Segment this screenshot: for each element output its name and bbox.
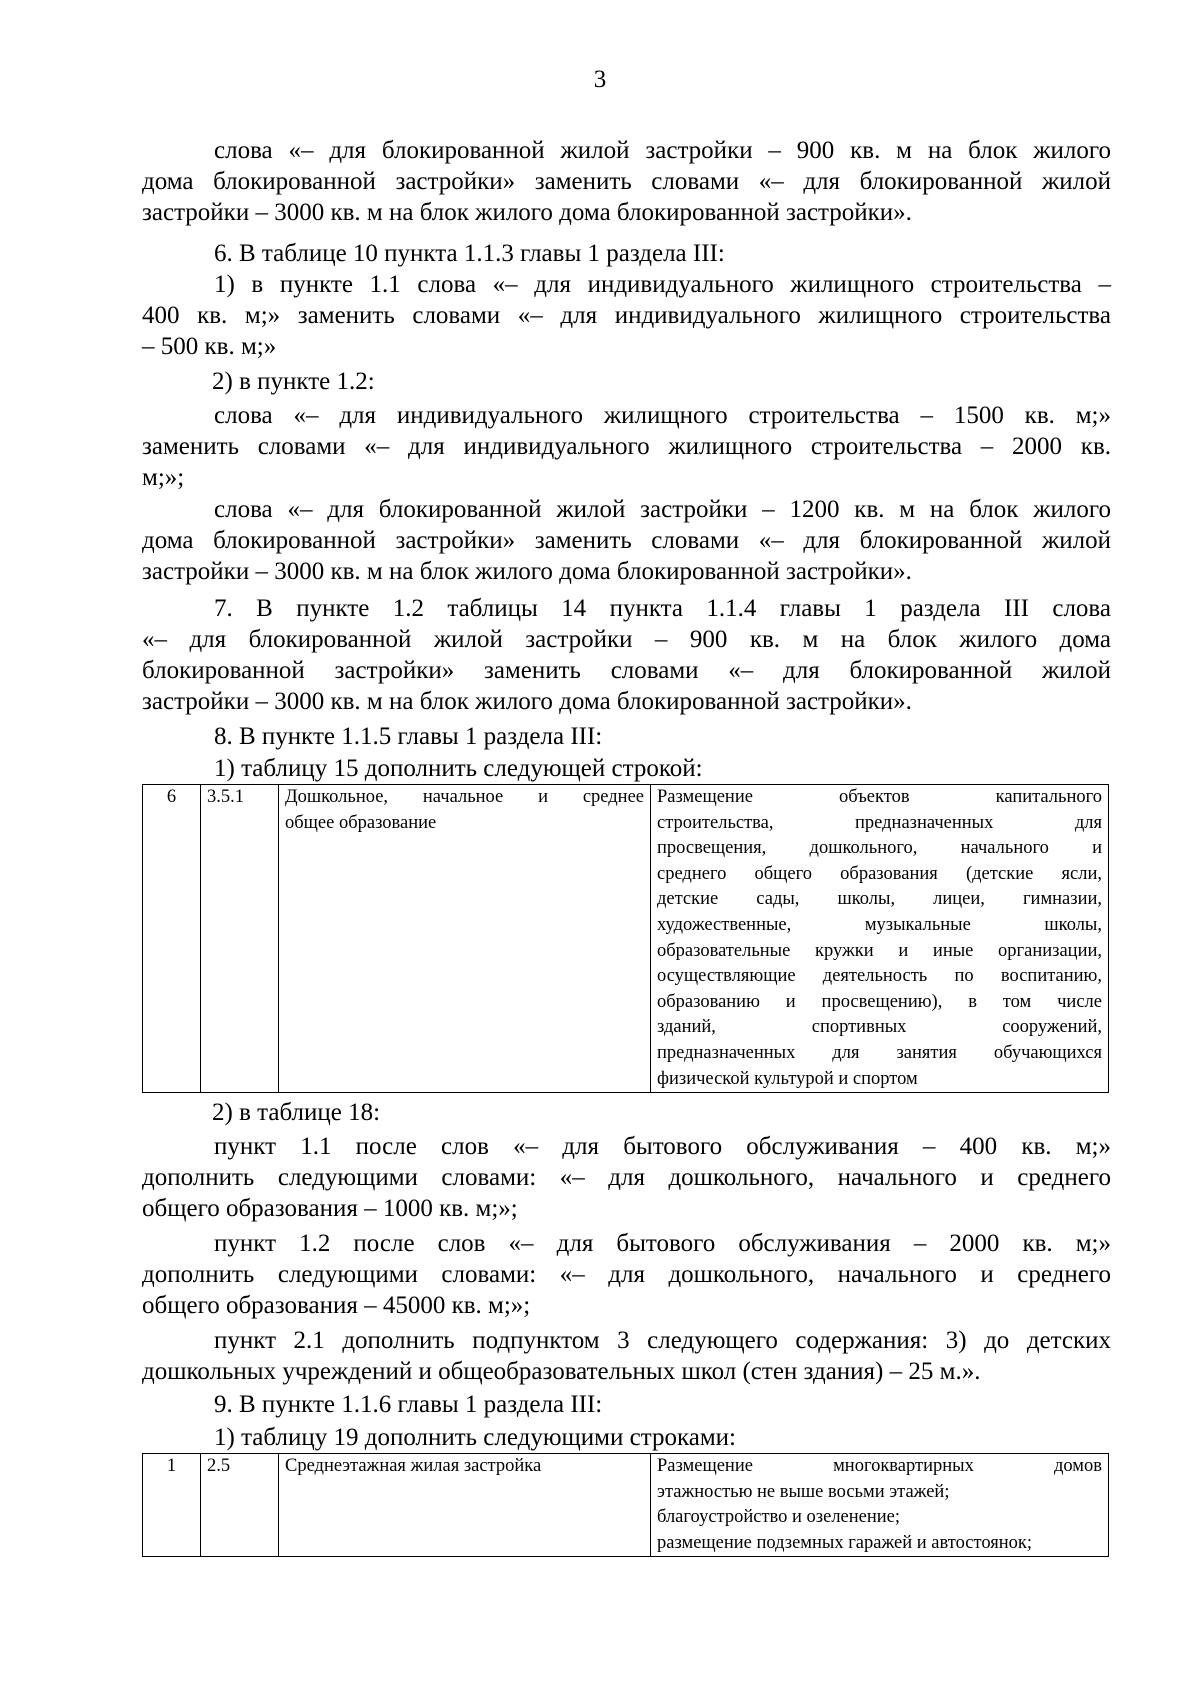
cell-line: среднего общего образования (детские ясли, xyxy=(657,863,1102,884)
table-row xyxy=(143,1454,1109,1557)
text-line: – 500 кв. м;» xyxy=(142,333,277,360)
text-line: дополнить следующими словами: «– для дошкольного, начального и среднего xyxy=(142,1164,1111,1191)
code-cell: 3.5.1 xyxy=(201,785,279,1093)
cell-line: осуществляющие деятельность по воспитанию, xyxy=(657,966,1102,987)
paragraph-14 xyxy=(142,1389,1111,1420)
text-line: 1) таблицу 15 дополнить следующей строкой: xyxy=(214,755,703,782)
cell-line: просвещения, дошкольного, начального и xyxy=(657,838,1102,859)
cell-line: образованию и просвещению), в том числе xyxy=(657,991,1102,1012)
text-line: застройки – 3000 кв. м на блок жилого дома блокированной застройки». xyxy=(142,199,912,226)
text-line: дошкольных учреждений и общеобразовательных школ (стен здания) – 25 м.». xyxy=(142,1358,981,1385)
row-number: 6 xyxy=(143,785,201,1093)
text-line: слова «– для блокированной жилой застройки – 900 кв. м на блок жилого xyxy=(214,137,1111,164)
text-line: 1) в пункте 1.1 слова «– для индивидуального жилищного строительства – xyxy=(214,271,1111,298)
paragraph-7 xyxy=(142,593,1111,717)
text-line: пункт 1.1 после слов «– для бытового обслуживания – 400 кв. м;» xyxy=(214,1133,1111,1160)
paragraph-11 xyxy=(142,1131,1111,1224)
text-line: 7. В пункте 1.2 таблицы 14 пункта 1.1.4 главы 1 раздела III слова xyxy=(214,595,1111,622)
paragraph-8 xyxy=(142,721,1111,752)
paragraph-1 xyxy=(142,135,1111,228)
cell-line: Размещение многоквартирных домов xyxy=(657,1456,1102,1476)
text-line: застройки – 3000 кв. м на блок жилого дома блокированной застройки». xyxy=(142,688,912,715)
text-line: 8. В пункте 1.1.5 главы 1 раздела III: xyxy=(214,723,603,750)
paragraph-2 xyxy=(142,238,1111,269)
row-number: 1 xyxy=(143,1454,201,1557)
paragraph-10 xyxy=(142,1097,1111,1128)
cell-line: общее образование xyxy=(285,812,437,833)
code-cell: 2.5 xyxy=(201,1454,279,1557)
text-line: дополнить следующими словами: «– для дошкольного, начального и среднего xyxy=(142,1261,1111,1288)
text-line: 2) в пункте 1.2: xyxy=(212,368,375,395)
cell-line: физической культурой и спортом xyxy=(657,1068,918,1089)
text-line: 1) таблицу 19 дополнить следующими строками: xyxy=(214,1424,736,1451)
text-line: общего образования – 45000 кв. м;»; xyxy=(142,1292,531,1319)
paragraph-12 xyxy=(142,1228,1111,1321)
description-cell xyxy=(651,785,1109,1093)
paragraph-13 xyxy=(142,1325,1111,1387)
text-line: пункт 1.2 после слов «– для бытового обслуживания – 2000 кв. м;» xyxy=(214,1230,1111,1257)
text-line: общего образования – 1000 кв. м;»; xyxy=(142,1195,518,1222)
paragraph-15 xyxy=(142,1422,1111,1453)
paragraph-4 xyxy=(142,366,1111,397)
text-line: «– для блокированной жилой застройки – 900 кв. м на блок жилого дома xyxy=(142,626,1111,653)
cell-line: предназначенных для занятия обучающихся xyxy=(657,1042,1102,1063)
cell-line: зданий, спортивных сооружений, xyxy=(657,1017,1102,1038)
cell-line: благоустройство и озеленение; xyxy=(657,1507,901,1528)
text-line: 2) в таблице 18: xyxy=(212,1099,381,1126)
text-line: 6. В таблице 10 пункта 1.1.3 главы 1 раздела III: xyxy=(214,240,725,267)
text-line: м;»; xyxy=(142,464,185,491)
cell-line: строительства, предназначенных для xyxy=(657,812,1102,833)
text-line: заменить словами «– для индивидуального жилищного строительства – 2000 кв. xyxy=(142,433,1111,460)
text-line: слова «– для индивидуального жилищного строительства – 1500 кв. м;» xyxy=(214,402,1111,429)
table-19-addition xyxy=(142,1453,1109,1557)
paragraph-5 xyxy=(142,400,1111,493)
text-line: 9. В пункте 1.1.6 главы 1 раздела III: xyxy=(214,1391,603,1418)
paragraph-3 xyxy=(142,269,1111,362)
text-line: слова «– для блокированной жилой застройки – 1200 кв. м на блок жилого xyxy=(214,496,1111,523)
text-line: 400 кв. м;» заменить словами «– для индивидуального жилищного строительства xyxy=(142,302,1111,329)
cell-line: детские сады, школы, лицеи, гимназии, xyxy=(657,889,1102,910)
page-number: 3 xyxy=(593,66,607,93)
text-line: пункт 2.1 дополнить подпунктом 3 следующего содержания: 3) до детских xyxy=(214,1327,1111,1354)
text-line: дома блокированной застройки» заменить словами «– для блокированной жилой xyxy=(142,168,1111,195)
paragraph-6 xyxy=(142,494,1111,587)
paragraph-9 xyxy=(142,753,1111,784)
name-cell xyxy=(279,785,651,1093)
name-cell: Среднеэтажная жилая застройка xyxy=(279,1454,651,1557)
cell-line: Дошкольное, начальное и среднее xyxy=(285,787,644,807)
cell-line: художественные, музыкальные школы, xyxy=(657,914,1102,935)
table-row xyxy=(143,785,1109,1093)
description-cell xyxy=(651,1454,1109,1557)
cell-line: Размещение объектов капитального xyxy=(657,787,1102,807)
table-15-addition xyxy=(142,784,1109,1093)
cell-line: размещение подземных гаражей и автостоянок; xyxy=(657,1532,1033,1553)
text-line: застройки – 3000 кв. м на блок жилого дома блокированной застройки». xyxy=(142,558,912,585)
cell-line: образовательные кружки и иные организации, xyxy=(657,940,1102,961)
cell-line: этажностью не выше восьми этажей; xyxy=(657,1481,950,1502)
text-line: блокированной застройки» заменить словами «– для блокированной жилой xyxy=(142,657,1111,684)
text-line: дома блокированной застройки» заменить словами «– для блокированной жилой xyxy=(142,527,1111,554)
